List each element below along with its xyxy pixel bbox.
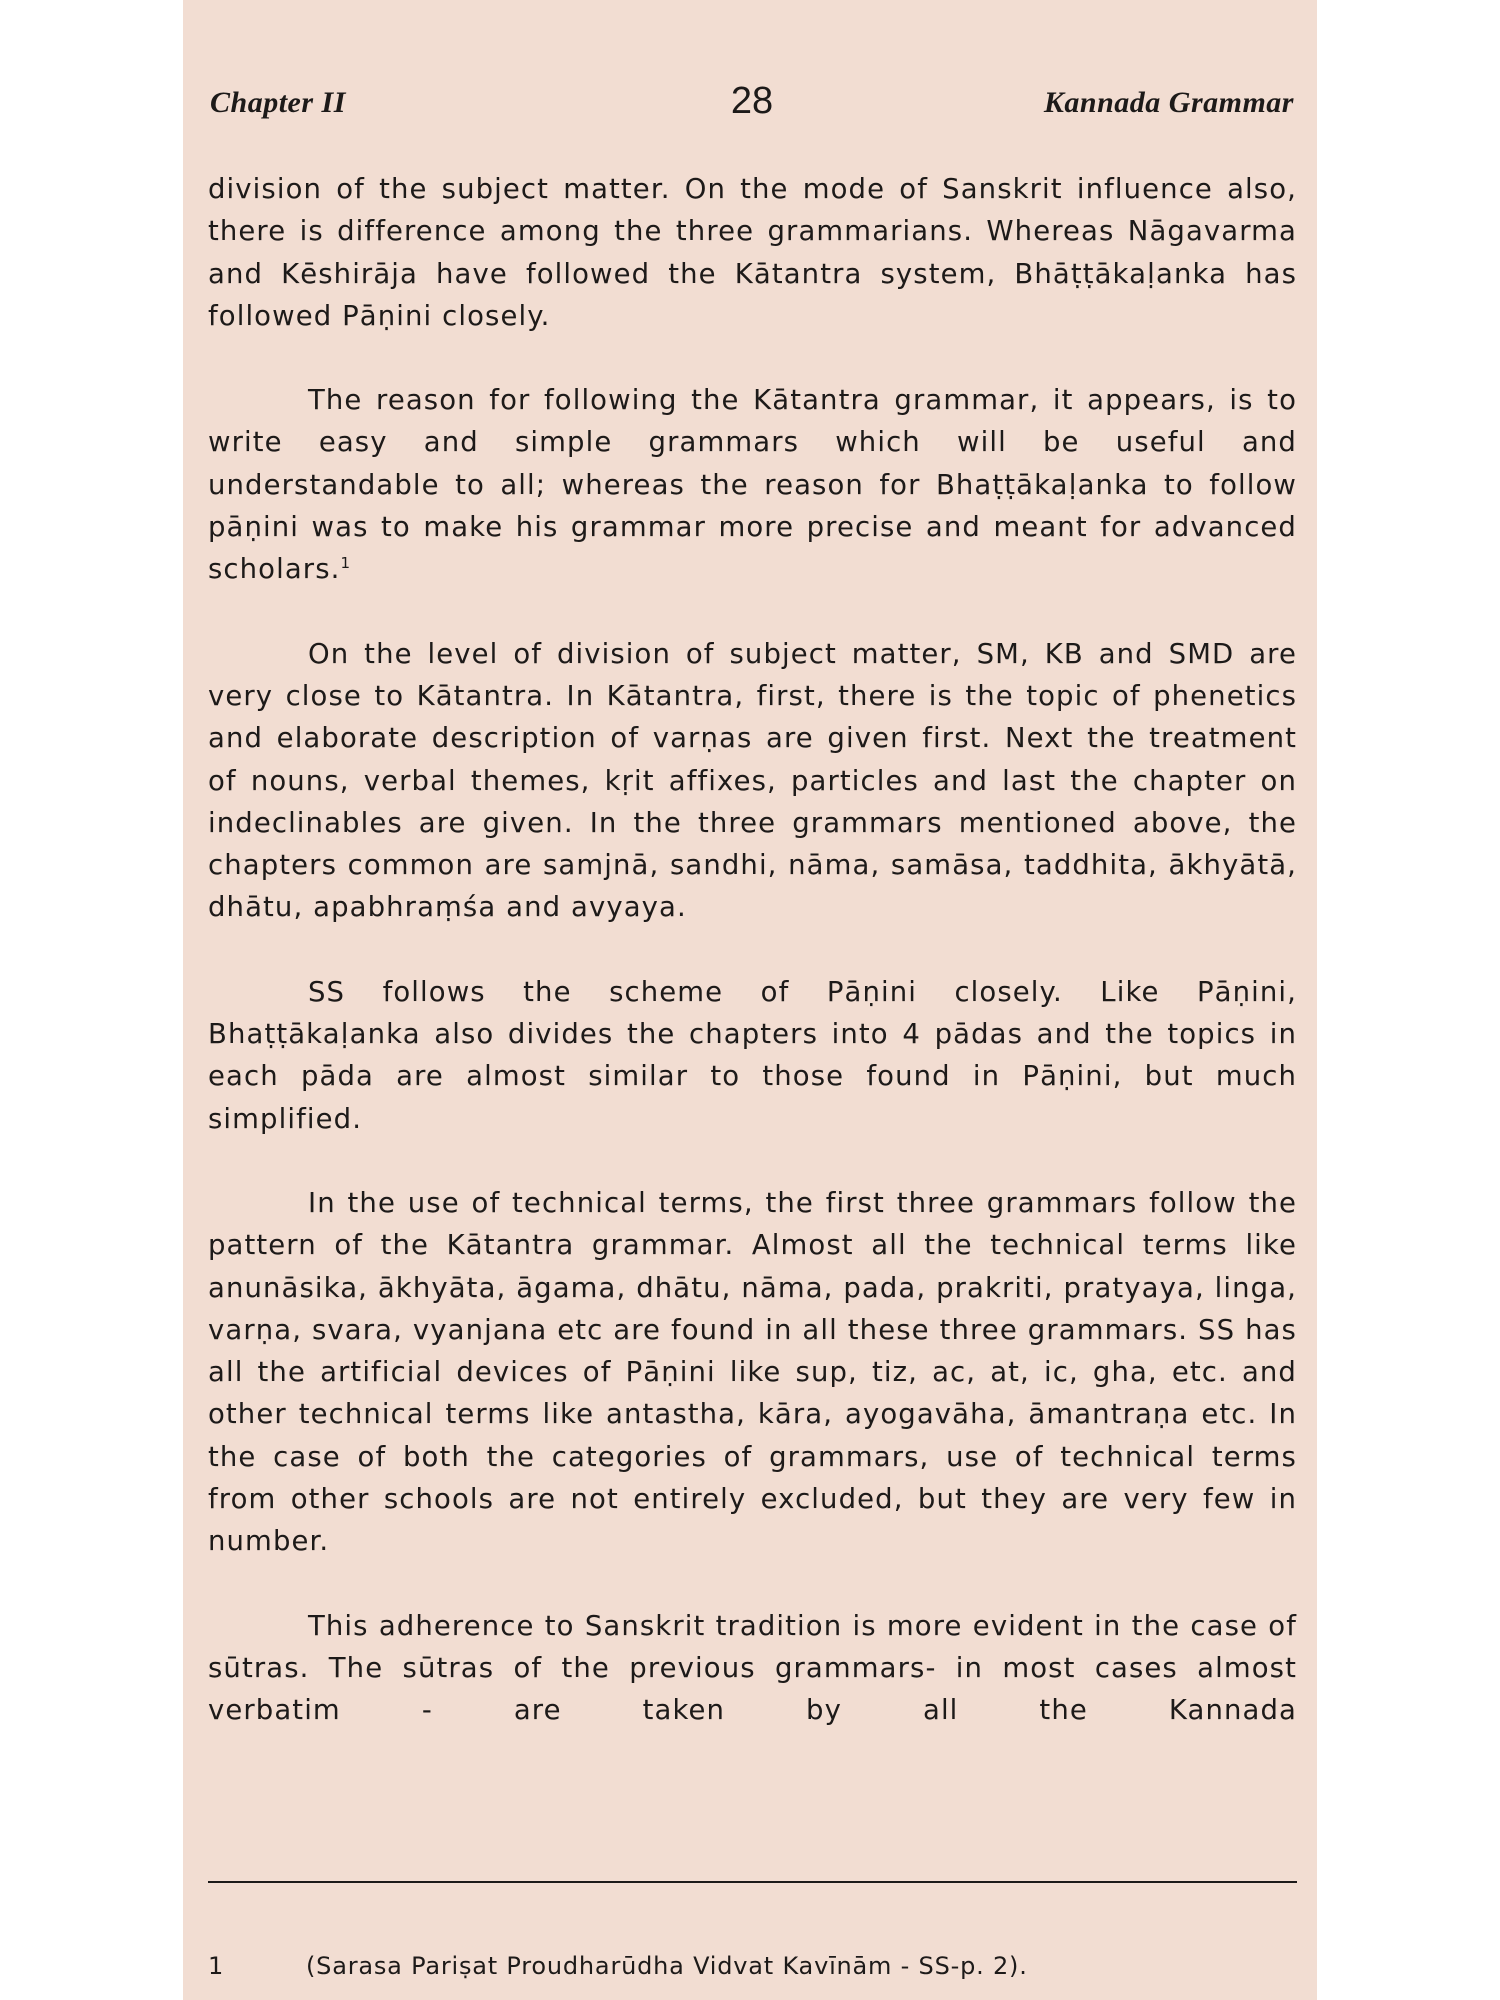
- paragraph-2: [208, 379, 1297, 590]
- paragraph-5-text: In the use of technical terms, the first three grammars follow the pattern of the Kātantra grammar. Almost all the technical terms like anunāsika, ākhyāta, āgama, dhātu, nāma, pada, prakriti, pratyaya, linga, varṇa, svara, vyanjana etc are found in all these three grammars. SS has all the artificial devices of Pāṇini like sup, tiz, ac, at, ic, gha, etc. and other technical terms like antastha, kāra, ayogavāha, āmantraṇa etc. In the case of both the categories of grammars, use of technical terms from other schools are not entirely excluded, but they are very few in number.: [208, 1186, 1297, 1558]
- footnote-reference: 1: [340, 554, 352, 573]
- footnote: [208, 1952, 1297, 1980]
- paragraph-3: [208, 633, 1297, 929]
- footnote-divider: [208, 1881, 1297, 1883]
- paragraph-2-text: The reason for following the Kātantra grammar, it appears, is to write easy and simple grammars which will be useful and understandable to all; whereas the reason for Bhaṭṭākaḷanka to follow pāṇini was to make his grammar more precise and meant for advanced scholars.: [208, 384, 1297, 586]
- paragraph-1: [208, 168, 1297, 337]
- body-text: [208, 168, 1297, 1732]
- book-page: [183, 0, 1317, 2000]
- paragraph-4: [208, 971, 1297, 1140]
- footnote-text: (Sarasa Pariṣat Proudharūdha Vidvat Kavīnām - SS-p. 2).: [306, 1952, 1028, 1980]
- chapter-label: Chapter II: [210, 86, 346, 119]
- paragraph-1-text: division of the subject matter. On the mode of Sanskrit influence also, there is difference among the three grammarians. Whereas Nāgavarma and Kēshirāja have followed the Kātantra system, Bhāṭṭākaḷanka has followed Pāṇini closely.: [208, 173, 1297, 332]
- paragraph-4-text: SS follows the scheme of Pāṇini closely. Like Pāṇini, Bhaṭṭākaḷanka also divides the chapters into 4 pādas and the topics in each pāda are almost similar to those found in Pāṇini, but much simplified.: [208, 975, 1297, 1135]
- paragraph-5: [208, 1182, 1297, 1563]
- paragraph-6: [208, 1605, 1297, 1732]
- running-header: [210, 80, 1294, 130]
- book-title: Kannada Grammar: [1043, 86, 1294, 119]
- footnote-marker: 1: [208, 1952, 225, 1980]
- page-number: 28: [730, 80, 774, 122]
- paragraph-6-text: This adherence to Sanskrit tradition is more evident in the case of sūtras. The sūtras of the previous grammars- in most cases almost verbatim - are taken by all the Kannada: [208, 1609, 1297, 1727]
- paragraph-3-text: On the level of division of subject matter, SM, KB and SMD are very close to Kātantra. In Kātantra, first, there is the topic of phenetics and elaborate description of varṇas are given first. Next the treatment of nouns, verbal themes, kṛit affixes, particles and last the chapter on indeclinables are given. In the three grammars mentioned above, the chapters common are samjnā, sandhi, nāma, samāsa, taddhita, ākhyātā, dhātu, apabhraṃśa and avyaya.: [208, 637, 1297, 924]
